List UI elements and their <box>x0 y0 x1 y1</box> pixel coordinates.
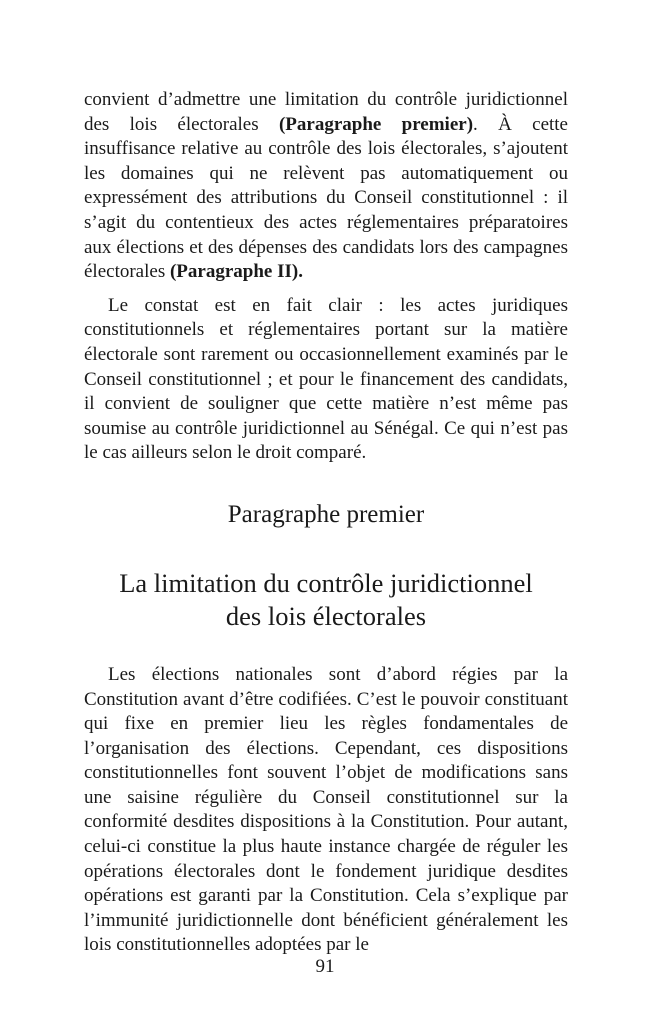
section-body <box>84 663 568 958</box>
bold-reference: (Paragraphe premier) <box>278 113 474 135</box>
page-content <box>84 88 568 958</box>
paragraph-constat: Le constat est en fait clair : les actes juridiques constitutionnels et réglementaires portant sur la matière électorale sont rarement ou occasionnellement examinés par le Conseil constitutionnel ; et pour le financement des candidats, il convient de souligner que cette matière n’est même pas soumise au contrôle juridictionnel au Sénégal. Ce qui n’est pas le cas ailleurs selon le droit comparé. <box>84 294 568 464</box>
section-title-line: des lois électorales <box>225 600 427 631</box>
section-title <box>64 567 588 633</box>
paragraph-intro-continuation <box>84 88 568 285</box>
bold-reference: (Paragraphe II). <box>169 261 303 283</box>
section-title-line: La limitation du contrôle juridictionnel <box>119 567 533 598</box>
paragraph-heading: Paragraphe premier <box>227 500 425 528</box>
paragraph-text: convient d’admettre une limitation du contrôle juridictionnel des lois électorales <box>84 89 568 135</box>
paragraph-text: . À cette insuffisance relative au contrôle des lois électorales, s’ajoutent les domaines qui ne relèvent pas automatiquement ou expressément des attributions du Conseil constitutionnel : il s’agit du contentieux des actes réglementaires préparatoires aux élections et des dépenses des candidats lors des campagnes électorales <box>84 113 568 283</box>
page-number: 91 <box>315 956 335 977</box>
paragraph-elections: Les élections nationales sont d’abord régies par la Constitution avant d’être codifiées. C’est le pouvoir constituant qui fixe en premier lieu les règles fondamentales de l’organisation des élections. Cependant, ces dispositions constitutionnelles font souvent l’objet de modifications sans une saisine régulière du Conseil constitutionnel sur la conformité desdites dispositions à la Constitution. Pour autant, celui-ci constitue la plus haute instance chargée de réguler les opérations électorales dont le fondement juridique desdites opérations est garanti par la Constitution. Cela s’explique par l’immunité juridictionnelle dont bénéficient généralement les lois constitutionnelles adoptées par le <box>84 663 568 956</box>
